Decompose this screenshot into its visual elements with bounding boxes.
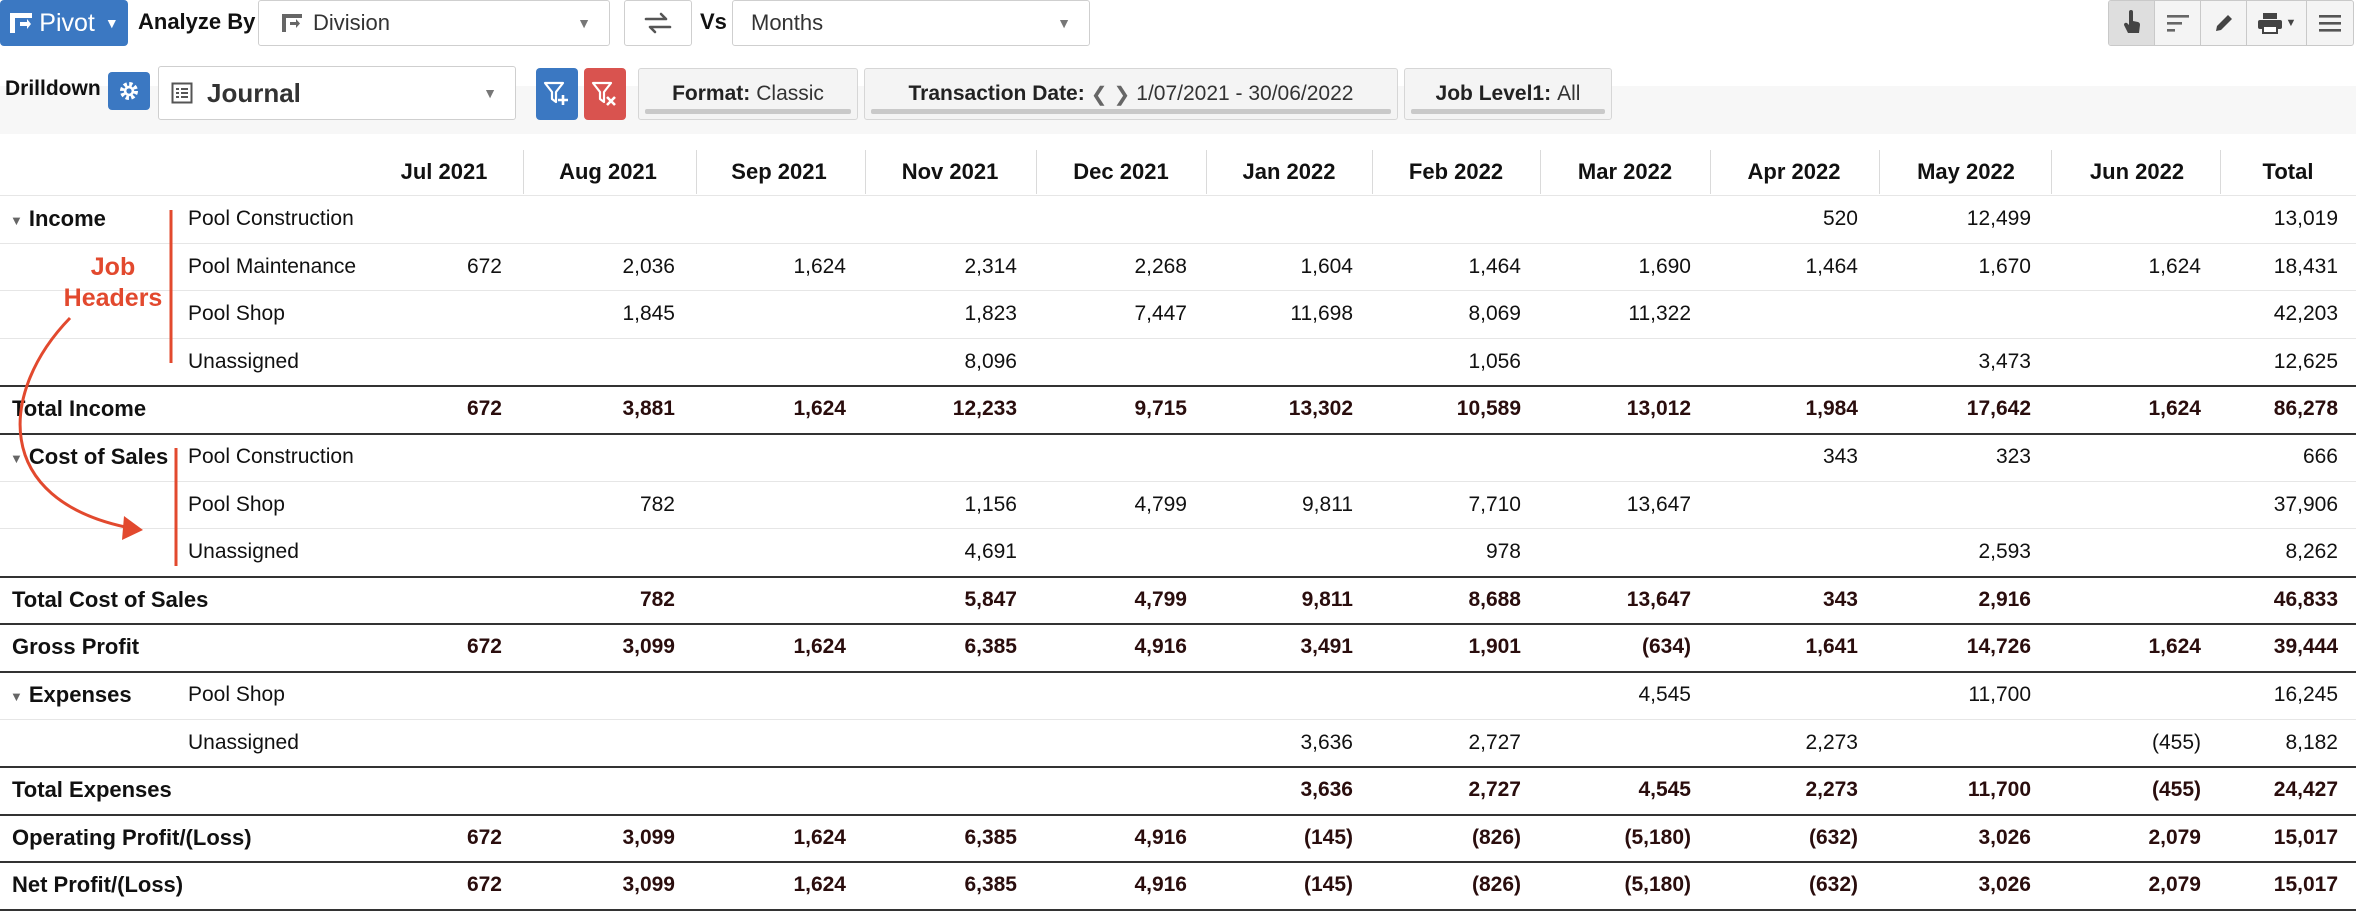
value-cell	[1531, 195, 1701, 242]
value-cell: 1,624	[793, 397, 846, 420]
total-label: Net Profit/(Loss)	[12, 872, 184, 897]
drilldown-value: Journal	[207, 77, 301, 108]
total-label: Total Expenses	[12, 777, 172, 802]
touch-mode-button[interactable]	[2109, 1, 2155, 45]
value-cell	[342, 338, 512, 385]
value-cell: 2,036	[622, 254, 675, 278]
job-label: Pool Shop	[188, 302, 285, 326]
value-cell: 11,700	[1968, 683, 2031, 706]
column-separator	[1879, 150, 1880, 194]
vs-label: Vs	[700, 9, 727, 34]
value-cell	[1027, 528, 1197, 575]
value-cell	[1193, 338, 1363, 385]
value-cell	[1193, 528, 1363, 575]
total-label: Total Income	[12, 396, 147, 421]
value-cell	[342, 290, 512, 337]
value-cell: 672	[466, 635, 502, 658]
value-cell: 1,984	[1805, 397, 1858, 420]
value-cell: 1,464	[1468, 254, 1521, 278]
value-cell: 3,099	[622, 635, 675, 658]
chip-underline	[871, 109, 1391, 114]
annotation-line-2: Headers	[63, 284, 163, 312]
value-cell: 10,589	[1456, 397, 1521, 420]
column-separator	[523, 150, 524, 194]
value-cell: 86,278	[2273, 397, 2338, 420]
total-row[interactable]	[0, 385, 2356, 432]
pivot-icon	[281, 13, 303, 33]
value-cell	[1871, 290, 2041, 337]
column-header[interactable]: Apr 2022	[1747, 159, 1841, 184]
value-cell: 3,636	[1300, 730, 1353, 754]
value-cell	[857, 671, 1027, 718]
value-cell: 1,624	[793, 826, 846, 849]
value-cell: 4,545	[1638, 683, 1691, 706]
value-cell	[342, 528, 512, 575]
value-cell: 3,636	[1300, 778, 1353, 801]
column-header[interactable]: Jun 2022	[2089, 159, 2185, 184]
table-row[interactable]	[0, 671, 2356, 718]
value-cell: 46,833	[2273, 588, 2338, 611]
value-cell: 4,691	[964, 540, 1017, 564]
value-cell	[1361, 671, 1531, 718]
value-cell: 12,625	[2273, 349, 2338, 373]
drilldown-label: Drilldown	[5, 77, 101, 100]
column-header[interactable]: Mar 2022	[1577, 159, 1673, 184]
column-header[interactable]: Jan 2022	[1242, 159, 1336, 184]
value-cell: 7,710	[1468, 492, 1521, 516]
value-cell: 2,273	[1805, 730, 1858, 754]
chevron-down-icon: ▼	[1057, 15, 1071, 31]
value-cell: 2,593	[1978, 540, 2031, 564]
value-cell: 4,799	[1134, 588, 1187, 611]
value-cell: (634)	[1641, 635, 1691, 658]
collapse-triangle-icon[interactable]: ▼	[10, 212, 23, 228]
vs-value: Months	[751, 10, 824, 35]
value-cell	[1531, 528, 1701, 575]
value-cell: 13,647	[1626, 492, 1691, 516]
pivot-label: Pivot	[39, 8, 95, 37]
value-cell	[1698, 481, 1868, 528]
chip-underline	[645, 109, 851, 114]
value-cell: 8,262	[2285, 540, 2338, 564]
printer-icon	[2257, 12, 2283, 34]
value-cell	[686, 338, 856, 385]
value-cell: 1,604	[1300, 254, 1353, 278]
value-cell: 4,916	[1134, 826, 1187, 849]
value-cell: 1,690	[1638, 254, 1691, 278]
swap-button[interactable]	[624, 0, 692, 46]
value-cell: 12,499	[1966, 207, 2031, 230]
column-separator	[1206, 150, 1207, 194]
value-cell: 2,268	[1134, 254, 1187, 278]
value-cell: 4,545	[1638, 778, 1691, 801]
value-cell	[857, 766, 1027, 813]
filter-add-icon	[543, 80, 571, 108]
value-cell	[686, 481, 856, 528]
value-cell: (5,180)	[1624, 826, 1691, 849]
chevron-down-icon: ▼	[2285, 17, 2297, 29]
value-cell: 4,916	[1134, 635, 1187, 658]
job-label: Unassigned	[188, 730, 299, 754]
analyze-by-value: Division	[313, 10, 391, 35]
job-label: Pool Maintenance	[188, 254, 357, 278]
value-cell: 3,099	[622, 873, 675, 896]
value-cell: 978	[1485, 540, 1521, 564]
column-separator	[2220, 150, 2221, 194]
value-cell	[1698, 338, 1868, 385]
value-cell: 1,624	[793, 254, 846, 278]
column-header[interactable]: Dec 2021	[1073, 159, 1169, 184]
chevron-down-icon: ▼	[104, 15, 119, 31]
vs-select[interactable]	[732, 0, 1090, 46]
value-cell	[515, 338, 685, 385]
clear-filter-button[interactable]	[584, 68, 626, 120]
value-cell: 37,906	[2273, 492, 2338, 516]
value-cell	[857, 195, 1027, 242]
job-label: Pool Construction	[188, 445, 354, 468]
value-cell: 782	[639, 492, 675, 516]
value-cell	[515, 195, 685, 242]
job-label: Unassigned	[188, 540, 299, 564]
pointer-hand-icon	[2122, 10, 2142, 36]
value-cell: (145)	[1303, 873, 1353, 896]
value-cell: (826)	[1471, 826, 1521, 849]
row-divider	[0, 909, 2356, 911]
value-cell	[1193, 433, 1363, 480]
job-level-chip[interactable]	[1404, 68, 1612, 120]
value-cell: 2,273	[1805, 778, 1858, 801]
value-cell	[1193, 671, 1363, 718]
value-cell: 672	[466, 397, 502, 420]
value-cell: 2,079	[2148, 873, 2201, 896]
value-cell	[1027, 671, 1197, 718]
category-name: Cost of Sales	[28, 444, 169, 469]
filter-remove-icon	[591, 80, 619, 108]
value-cell	[857, 433, 1027, 480]
value-cell: 3,491	[1300, 635, 1353, 658]
value-cell: (826)	[1471, 873, 1521, 896]
value-cell: 9,811	[1301, 588, 1353, 611]
total-label: Total Cost of Sales	[12, 587, 209, 612]
chevron-left-icon[interactable]: ❮	[1090, 83, 1108, 106]
value-cell: 1,624	[2148, 254, 2201, 278]
value-cell	[1027, 433, 1197, 480]
value-cell	[342, 671, 512, 718]
value-cell	[342, 576, 512, 623]
value-cell	[686, 195, 856, 242]
value-cell: 343	[1822, 588, 1858, 611]
txn-date-key: Transaction Date:	[908, 82, 1085, 105]
value-cell: 11,698	[1290, 302, 1353, 326]
column-header[interactable]: May 2022	[1917, 159, 2015, 184]
table-row[interactable]	[0, 719, 2356, 766]
edit-button[interactable]	[2201, 1, 2247, 45]
value-cell: (455)	[2151, 730, 2201, 754]
value-cell: 3,473	[1978, 349, 2031, 373]
value-cell	[342, 719, 512, 766]
value-cell: 15,017	[2273, 873, 2338, 896]
value-cell: 1,624	[793, 873, 846, 896]
sort-lines-icon	[2166, 13, 2190, 33]
value-cell: (632)	[1808, 873, 1858, 896]
value-cell: 8,688	[1468, 588, 1521, 611]
value-cell: 3,026	[1978, 873, 2031, 896]
value-cell	[686, 719, 856, 766]
column-separator	[1540, 150, 1541, 194]
value-cell: 1,464	[1805, 254, 1858, 278]
value-cell: 2,727	[1468, 730, 1521, 754]
value-cell	[1531, 338, 1701, 385]
value-cell	[515, 766, 685, 813]
value-cell	[1698, 528, 1868, 575]
value-cell: 1,823	[964, 302, 1017, 326]
value-cell	[1361, 433, 1531, 480]
value-cell: 4,916	[1134, 873, 1187, 896]
total-row[interactable]	[0, 861, 2356, 908]
chip-underline	[1411, 109, 1605, 114]
value-cell	[342, 195, 512, 242]
value-cell: 39,444	[2273, 635, 2338, 658]
value-cell	[1193, 195, 1363, 242]
job-label: Pool Shop	[188, 492, 285, 516]
value-cell: 14,726	[1966, 635, 2031, 658]
column-separator	[1036, 150, 1037, 194]
value-cell: 4,799	[1134, 492, 1187, 516]
swap-arrows-icon	[644, 12, 672, 34]
value-cell: 13,302	[1288, 397, 1353, 420]
value-cell: 2,727	[1468, 778, 1521, 801]
transaction-date-chip[interactable]	[864, 68, 1398, 120]
value-cell	[515, 433, 685, 480]
job-level-key: Job Level1:	[1435, 82, 1552, 105]
print-button[interactable]	[2247, 1, 2307, 45]
total-label: Operating Profit/(Loss)	[12, 825, 252, 850]
job-level-value: All	[1557, 82, 1581, 105]
column-header[interactable]: Nov 2021	[901, 159, 999, 184]
collapse-triangle-icon[interactable]: ▼	[10, 688, 23, 704]
value-cell: (455)	[2151, 778, 2201, 801]
value-cell	[515, 528, 685, 575]
sort-button[interactable]	[2155, 1, 2201, 45]
column-separator	[2051, 150, 2052, 194]
job-label: Unassigned	[188, 349, 299, 373]
value-cell: 672	[466, 254, 502, 278]
value-cell: (5,180)	[1624, 873, 1691, 896]
value-cell: 1,624	[2148, 397, 2201, 420]
analyze-by-label: Analyze By	[138, 9, 256, 34]
hamburger-menu-icon	[2318, 13, 2342, 33]
column-header-row	[0, 148, 2356, 195]
table-row[interactable]	[0, 338, 2356, 385]
column-separator	[865, 150, 866, 194]
value-cell: 1,056	[1468, 349, 1521, 373]
value-cell	[1361, 195, 1531, 242]
table-row[interactable]	[0, 481, 2356, 528]
value-cell	[686, 576, 856, 623]
value-cell: 15,017	[2273, 826, 2338, 849]
value-cell: 16,245	[2273, 683, 2338, 706]
value-cell: 9,715	[1134, 397, 1187, 420]
value-cell: 5,847	[964, 588, 1017, 611]
value-cell	[342, 433, 512, 480]
total-row[interactable]	[0, 766, 2356, 813]
value-cell: 666	[2302, 445, 2338, 468]
category-name: Expenses	[28, 682, 132, 707]
chevron-down-icon: ▼	[577, 15, 591, 31]
table-row[interactable]	[0, 195, 2356, 242]
value-cell: 13,019	[2273, 207, 2338, 230]
format-value: Classic	[756, 82, 824, 105]
value-cell: 13,647	[1626, 588, 1691, 611]
value-cell: (632)	[1808, 826, 1858, 849]
value-cell	[1531, 719, 1701, 766]
value-cell	[1871, 481, 2041, 528]
value-cell: 6,385	[964, 873, 1017, 896]
column-header[interactable]: Feb 2022	[1408, 159, 1504, 184]
value-cell: 6,385	[964, 826, 1017, 849]
column-separator	[1372, 150, 1373, 194]
value-cell	[1027, 195, 1197, 242]
value-cell	[686, 671, 856, 718]
value-cell	[857, 719, 1027, 766]
total-row[interactable]	[0, 623, 2356, 670]
value-cell	[1531, 433, 1701, 480]
value-cell: 672	[466, 826, 502, 849]
value-cell	[515, 719, 685, 766]
chevron-right-icon[interactable]: ❯	[1113, 83, 1131, 106]
value-cell: 12,233	[952, 397, 1017, 420]
pencil-icon	[2213, 12, 2235, 34]
value-cell: 7,447	[1134, 302, 1187, 326]
value-cell	[686, 528, 856, 575]
value-cell: 18,431	[2273, 254, 2338, 278]
value-cell	[686, 290, 856, 337]
add-filter-button[interactable]	[536, 68, 578, 120]
column-separator	[696, 150, 697, 194]
chevron-down-icon: ▼	[483, 85, 497, 101]
value-cell: 17,642	[1966, 397, 2031, 420]
value-cell	[342, 766, 512, 813]
value-cell: 24,427	[2273, 778, 2338, 801]
menu-button[interactable]	[2307, 1, 2353, 45]
value-cell	[1698, 290, 1868, 337]
format-chip[interactable]	[638, 68, 858, 120]
value-cell	[686, 433, 856, 480]
value-cell: 1,624	[2148, 635, 2201, 658]
format-key: Format:	[672, 82, 751, 105]
table-row[interactable]	[0, 528, 2356, 575]
column-header[interactable]: Sep 2021	[731, 159, 827, 184]
value-cell	[1698, 671, 1868, 718]
value-cell: 782	[639, 588, 675, 611]
value-cell: 323	[1995, 445, 2031, 468]
value-cell: 3,026	[1978, 826, 2031, 849]
value-cell: 6,385	[964, 635, 1017, 658]
value-cell	[1027, 719, 1197, 766]
column-header[interactable]: Aug 2021	[559, 159, 657, 184]
value-cell: 42,203	[2273, 302, 2338, 326]
value-cell: 1,156	[964, 492, 1017, 516]
value-cell: 520	[1822, 207, 1858, 230]
value-cell	[1027, 766, 1197, 813]
value-cell	[1027, 338, 1197, 385]
column-header[interactable]: Total	[2262, 159, 2314, 184]
value-cell	[1871, 719, 2041, 766]
total-row[interactable]	[0, 814, 2356, 861]
analyze-by-select[interactable]	[258, 0, 610, 46]
table-row[interactable]	[0, 290, 2356, 337]
value-cell: 1,901	[1468, 635, 1521, 658]
drilldown-select[interactable]	[158, 66, 516, 120]
value-cell: 343	[1822, 445, 1858, 468]
job-label: Pool Construction	[188, 207, 354, 230]
table-row[interactable]	[0, 243, 2356, 290]
job-label: Pool Shop	[188, 683, 285, 706]
view-tools-group	[2108, 0, 2354, 46]
value-cell: 8,182	[2285, 730, 2338, 754]
value-cell: 3,881	[622, 397, 675, 420]
total-row[interactable]	[0, 576, 2356, 623]
value-cell: 1,641	[1805, 635, 1858, 658]
table-row[interactable]	[0, 433, 2356, 480]
value-cell: 8,096	[964, 349, 1017, 373]
value-cell	[342, 481, 512, 528]
total-label: Gross Profit	[12, 634, 140, 659]
value-cell	[515, 671, 685, 718]
annotation-arrow	[0, 0, 200, 918]
value-cell: 11,322	[1628, 302, 1691, 326]
value-cell	[686, 766, 856, 813]
value-cell: 8,069	[1468, 302, 1521, 326]
txn-date-value: 1/07/2021 - 30/06/2022	[1136, 82, 1354, 105]
value-cell: 1,845	[622, 302, 675, 326]
value-cell: 3,099	[622, 826, 675, 849]
value-cell: 1,670	[1978, 254, 2031, 278]
value-cell: 11,700	[1967, 778, 2031, 801]
value-cell: 13,012	[1626, 397, 1691, 420]
collapse-triangle-icon[interactable]: ▼	[10, 450, 23, 466]
column-separator	[1710, 150, 1711, 194]
annotation-line-1: Job	[90, 253, 136, 281]
value-cell: 2,079	[2148, 826, 2201, 849]
value-cell: 1,624	[793, 635, 846, 658]
category-name: Income	[28, 206, 106, 231]
value-cell: 9,811	[1302, 492, 1353, 516]
value-cell: 672	[466, 873, 502, 896]
column-header[interactable]: Jul 2021	[400, 159, 488, 184]
value-cell: 2,314	[964, 254, 1017, 278]
value-cell: (145)	[1303, 826, 1353, 849]
value-cell: 2,916	[1978, 588, 2031, 611]
